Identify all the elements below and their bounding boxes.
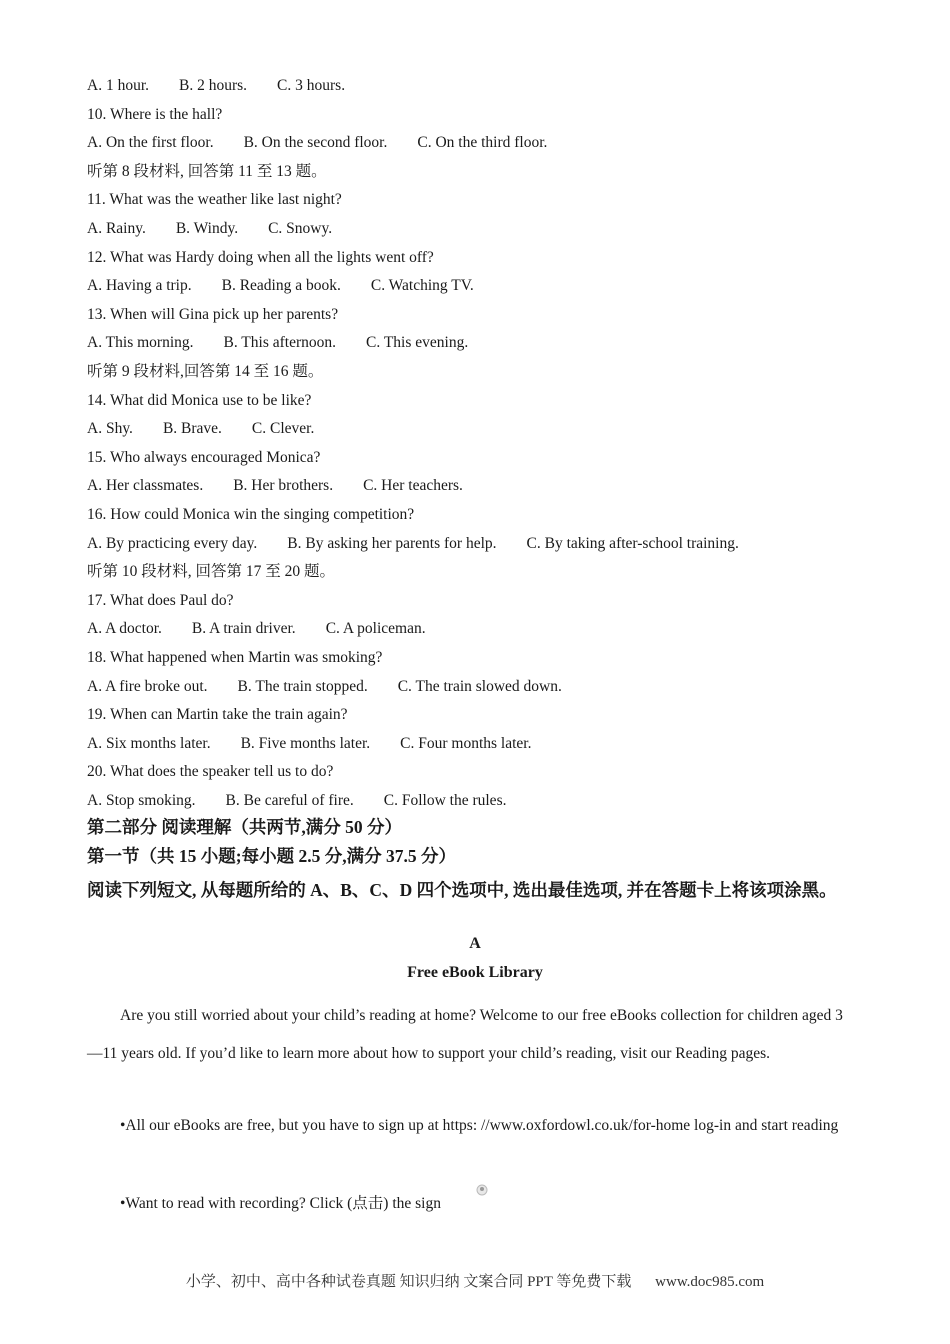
answer-options <box>87 619 426 639</box>
question-line: 13. When will Gina pick up her parents? <box>87 305 339 323</box>
question-line: 19. When can Martin take the train again? <box>87 706 348 724</box>
answer-option: B. The train stopped. <box>237 677 368 695</box>
question-line: 18. What happened when Martin was smoking? <box>87 649 383 666</box>
passage-letter: A <box>469 935 481 952</box>
passage-title: Free eBook Library <box>407 964 543 981</box>
answer-option: C. By taking after-school training. <box>526 534 739 552</box>
recording-sign-icon <box>476 1183 488 1197</box>
answer-options <box>87 677 562 697</box>
question-line: 17. What does Paul do? <box>87 591 234 609</box>
question-line: 听第 9 段材料,回答第 14 至 16 题。 <box>87 363 324 380</box>
question-line: 14. What did Monica use to be like? <box>87 391 312 409</box>
answer-option: C. 3 hours. <box>277 77 346 94</box>
page-footer <box>0 1270 950 1291</box>
question-line: 12. What was Hardy doing when all the lights went off? <box>87 248 434 266</box>
answer-option: B. On the second floor. <box>243 134 388 152</box>
answer-options <box>87 219 332 239</box>
footer-url[interactable]: www.doc985.com <box>655 1274 765 1290</box>
answer-option: B. Brave. <box>162 420 222 438</box>
footer-text: 小学、初中、高中各种试卷真题 知识归纳 文案合同 PPT 等免费下载 <box>185 1274 632 1290</box>
section-one-heading: 第一节（共 15 小题;每小题 2.5 分,满分 37.5 分） <box>87 846 456 866</box>
answer-option: A. 1 hour. <box>87 77 149 94</box>
answer-options <box>87 734 532 754</box>
answer-option: B. By asking her parents for help. <box>287 534 497 552</box>
answer-option: C. A policeman. <box>325 620 426 638</box>
answer-option: B. Five months later. <box>240 734 371 752</box>
answer-options <box>87 476 463 496</box>
answer-option: C. Follow the rules. <box>383 792 507 809</box>
question-line: 11. What was the weather like last night? <box>87 191 342 209</box>
answer-option: A. Shy. <box>87 420 133 438</box>
answer-option: A. This morning. <box>87 334 194 352</box>
answer-option: A. A doctor. <box>87 620 162 638</box>
question-line: 15. Who always encouraged Monica? <box>87 448 321 466</box>
answer-option: C. Watching TV. <box>370 277 474 295</box>
answer-option: C. Clever. <box>251 420 315 438</box>
answer-option: A. Her classmates. <box>87 477 204 495</box>
answer-option: B. A train driver. <box>191 620 296 638</box>
answer-option: B. Her brothers. <box>233 477 334 495</box>
bullet-recording: •Want to read with recording? Click (点击) the sign <box>120 1195 441 1212</box>
answer-option: A. On the first floor. <box>87 134 214 152</box>
answer-option: C. Her teachers. <box>363 477 463 495</box>
answer-option: B. This afternoon. <box>223 334 337 352</box>
answer-option: B. Windy. <box>175 220 239 237</box>
answer-option: B. Be careful of fire. <box>225 792 354 809</box>
answer-options <box>87 76 345 96</box>
answer-options <box>87 419 314 439</box>
question-line: 听第 10 段材料, 回答第 17 至 20 题。 <box>87 563 336 581</box>
question-line: 20. What does the speaker tell us to do? <box>87 763 334 781</box>
answer-option: A. Rainy. <box>87 220 146 237</box>
answer-option: B. 2 hours. <box>179 77 248 94</box>
bullet-signup: •All our eBooks are free, but you have to sign up at https: //www.oxfordowl.co.uk/for-home log-in and start reading <box>120 1117 839 1134</box>
reading-instruction: 阅读下列短文, 从每题所给的 A、B、C、D 四个选项中, 选出最佳选项, 并在答题卡上将该项涂黑。 <box>87 880 837 900</box>
answer-option: A. Having a trip. <box>87 277 192 295</box>
answer-option: A. By practicing every day. <box>87 534 258 552</box>
answer-options <box>87 333 468 353</box>
answer-option: B. Reading a book. <box>221 277 341 295</box>
answer-option: C. On the third floor. <box>417 134 548 152</box>
question-line: 16. How could Monica win the singing competition? <box>87 506 415 523</box>
answer-option: C. Snowy. <box>268 220 333 237</box>
answer-option: A. Six months later. <box>87 734 211 752</box>
question-line: 听第 8 段材料, 回答第 11 至 13 题。 <box>87 162 327 180</box>
answer-options <box>87 133 547 153</box>
part-two-heading: 第二部分 阅读理解（共两节,满分 50 分） <box>87 817 402 837</box>
answer-option: C. Four months later. <box>400 734 532 752</box>
answer-option: A. Stop smoking. <box>87 792 196 809</box>
passage-paragraph: Are you still worried about your child’s reading at home? Welcome to our free eBooks collection for children aged 3—11 years old. If you’d like to learn more about how to support your child’s reading, visit our Reading pages. <box>87 1007 843 1062</box>
answer-options <box>87 276 474 296</box>
answer-option: A. A fire broke out. <box>87 677 208 695</box>
answer-option: C. This evening. <box>366 334 469 352</box>
answer-options <box>87 791 506 811</box>
answer-options <box>87 534 739 554</box>
question-line: 10. Where is the hall? <box>87 105 223 123</box>
answer-option: C. The train slowed down. <box>397 677 562 695</box>
